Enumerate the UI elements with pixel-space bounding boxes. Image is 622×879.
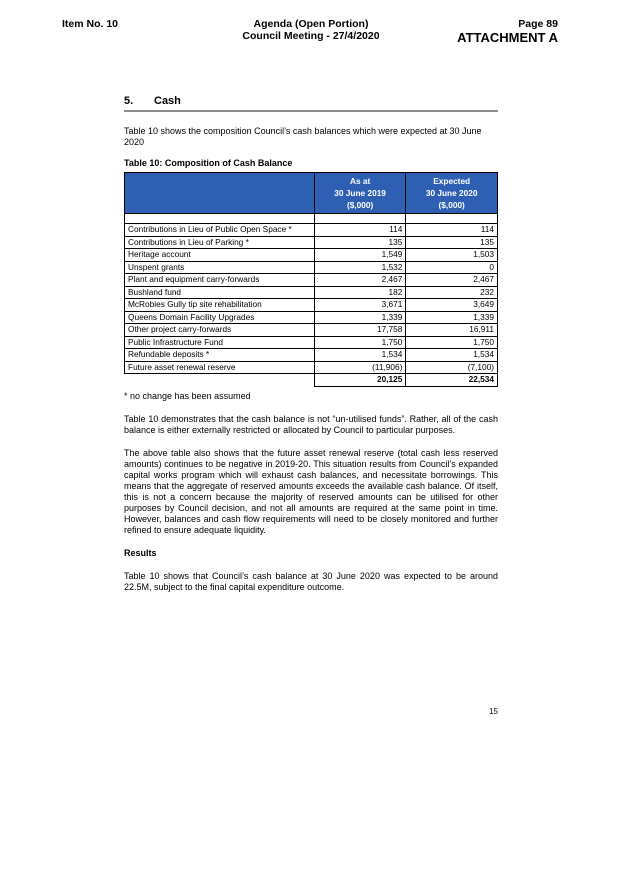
paragraph-results: Table 10 shows that Council’s cash balance at 30 June 2020 was expected to be around 22.5M, subject to the final capital expenditure outcome.	[124, 570, 498, 592]
row-label-cell: Queens Domain Facility Upgrades	[125, 311, 315, 324]
section-number: 5.	[124, 95, 134, 107]
page-number: 15	[489, 707, 498, 716]
row-value-2019: 1,339	[314, 311, 406, 324]
table-spacer-row	[125, 214, 498, 224]
paragraph-asset-renewal: The above table also shows that the future asset renewal reserve (total cash less reserved amounts) continues to be negative in 2019-20. This situation results from Council’s expanded capital works program which will exhaust cash balances, and necessitate borrowings. This means that the aggregate of reserved amounts exceeds the available cash balance. Of itself, this is not a concern because the majority of reserved amounts can be utilised for other purposes by Council decision, and not all amounts are required at the same point in time. However, balances and cash flow requirements will need to be closely monitored and further refined to ensure adequate liquidity.	[124, 447, 498, 535]
row-value-2019: 17,758	[314, 324, 406, 337]
row-value-2019: 1,534	[314, 349, 406, 362]
table-row	[125, 311, 498, 324]
table-total-row	[125, 374, 498, 387]
row-value-2020: 1,503	[406, 249, 498, 262]
total-2019: 20,125	[314, 374, 406, 387]
header-2019-line2: 30 June 2019	[334, 188, 386, 198]
table-header-2019	[314, 173, 406, 214]
total-label-cell	[125, 374, 315, 387]
row-label-cell: Future asset renewal reserve	[125, 361, 315, 374]
row-value-2020: 0	[406, 261, 498, 274]
row-label-cell: Refundable deposits *	[125, 349, 315, 362]
header-2019-line1: As at	[349, 176, 371, 186]
row-value-2020: 1,339	[406, 311, 498, 324]
row-value-2019: 1,549	[314, 249, 406, 262]
table-row	[125, 286, 498, 299]
row-value-2020: 114	[406, 224, 498, 237]
table-row	[125, 236, 498, 249]
table-row	[125, 324, 498, 337]
table-row	[125, 336, 498, 349]
row-value-2019: 1,532	[314, 261, 406, 274]
table-footnote: * no change has been assumed	[124, 390, 251, 401]
spacer-cell	[314, 214, 406, 224]
header-attachment: ATTACHMENT A	[457, 30, 558, 45]
row-value-2020: 2,467	[406, 274, 498, 287]
table-header-label	[125, 173, 315, 214]
row-label-cell: Other project carry-forwards	[125, 324, 315, 337]
table-row	[125, 261, 498, 274]
header-agenda-line2: Council Meeting - 27/4/2020	[242, 30, 380, 42]
spacer-cell	[125, 214, 315, 224]
row-value-2020: 16,911	[406, 324, 498, 337]
spacer-cell	[406, 214, 498, 224]
row-label-cell: McRobies Gully tip site rehabilitation	[125, 299, 315, 312]
table-row	[125, 361, 498, 374]
row-value-2019: 2,467	[314, 274, 406, 287]
paragraph-unutilised-funds: Table 10 demonstrates that the cash balance is not “un-utilised funds”. Rather, all of the cash balance is either externally restricted or allocated by Council to particular purposes.	[124, 413, 498, 435]
row-value-2020: 232	[406, 286, 498, 299]
row-value-2020: 135	[406, 236, 498, 249]
total-2020: 22,534	[406, 374, 498, 387]
header-agenda-line1: Agenda (Open Portion)	[253, 18, 369, 30]
results-heading: Results	[124, 547, 157, 558]
document-body	[124, 96, 498, 593]
row-value-2019: 1,750	[314, 336, 406, 349]
row-label-cell: Contributions in Lieu of Parking *	[125, 236, 315, 249]
cash-balance-table	[124, 172, 498, 387]
row-label-cell: Contributions in Lieu of Public Open Space *	[125, 224, 315, 237]
header-2020-line3: ($,000)	[438, 200, 465, 210]
header-2020-line1: Expected	[433, 176, 471, 186]
section-heading	[124, 96, 498, 112]
header-page	[457, 18, 558, 45]
table-row	[125, 274, 498, 287]
row-label-cell: Heritage account	[125, 249, 315, 262]
row-label-cell: Bushland fund	[125, 286, 315, 299]
row-value-2020: 3,649	[406, 299, 498, 312]
row-label-cell: Public Infrastructure Fund	[125, 336, 315, 349]
table-row	[125, 299, 498, 312]
row-label-cell: Unspent grants	[125, 261, 315, 274]
table-caption: Table 10: Composition of Cash Balance	[124, 158, 293, 168]
row-value-2019: (11,906)	[314, 361, 406, 374]
row-value-2020: 1,750	[406, 336, 498, 349]
table-row	[125, 349, 498, 362]
intro-paragraph: Table 10 shows the composition Council’s cash balances which were expected at 30 June 2020	[124, 126, 482, 147]
row-value-2020: 1,534	[406, 349, 498, 362]
header-2020-line2: 30 June 2020	[425, 188, 478, 198]
row-value-2019: 135	[314, 236, 406, 249]
row-label-cell: Plant and equipment carry-forwards	[125, 274, 315, 287]
section-title: Cash	[154, 95, 181, 107]
table-header-2020	[406, 173, 498, 214]
row-value-2020: (7,100)	[406, 361, 498, 374]
header-item-number: Item No. 10	[62, 18, 119, 30]
header-page-label: Page 89	[518, 18, 558, 30]
header-2019-line3: ($,000)	[346, 200, 374, 210]
table-header-row	[125, 173, 498, 214]
row-value-2019: 182	[314, 286, 406, 299]
table-row	[125, 224, 498, 237]
row-value-2019: 114	[314, 224, 406, 237]
row-value-2019: 3,671	[314, 299, 406, 312]
table-row	[125, 249, 498, 262]
